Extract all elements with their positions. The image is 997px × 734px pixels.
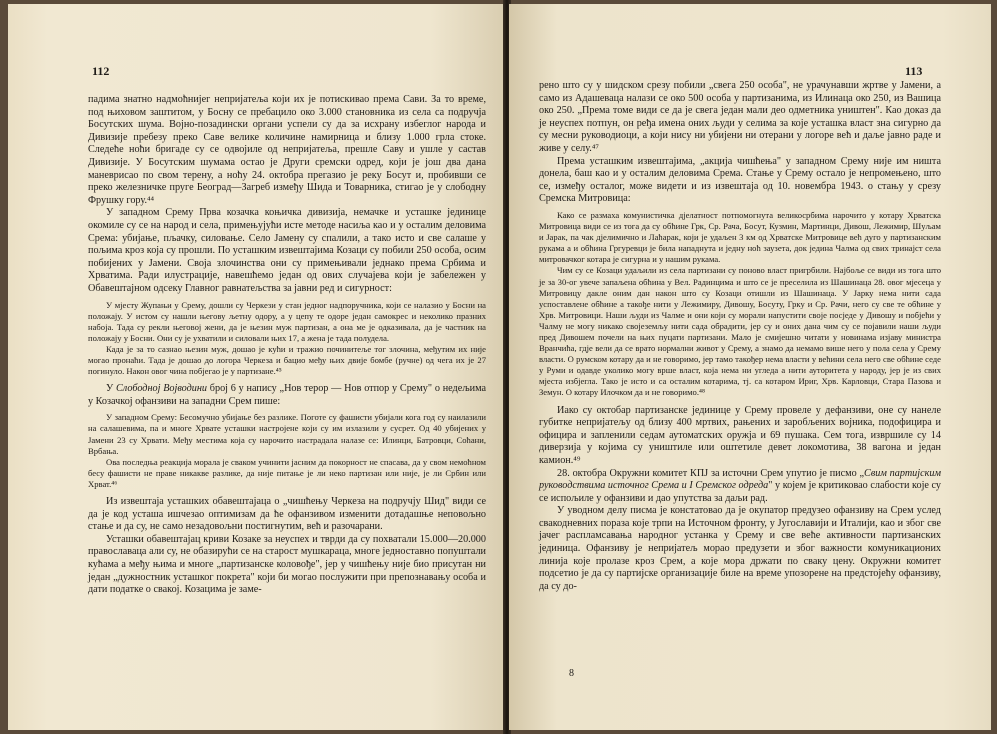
page-number-right: 113 xyxy=(905,64,923,78)
letter-title: Свим партијским руководствима источног Срема и I Сремског одреда xyxy=(539,467,941,492)
paragraph: рено што су у шидском срезу побили „свега 250 особа", не урачунавши жртве у Јамени, а само из Адашеваца налази се око 500 особа у партизанима, из Илинаца око 250, из Вашица око 250. „Према томе види се да је свега један мали део одметника уништен". Као доказ да је неуспех потпун, он ређа имена оних људи у селима за које усташка власт зна сигурно да су месни руководиоци, а који нису ни убијени ни отерани у логоре већ и даље јавно раде и живе у селу.⁴⁷ xyxy=(539,80,941,154)
paragraph: Иако су октобар партизанске јединице у Срему провеле у дефанзиви, оне су нанеле губитке непријатељу од близу 400 мртвих, рањених и заробљених војника, подофицира и официра и запленили седам аутоматских оружја и 69 пушака. Сем тога, извршиле су 14 диверзија у којима су уништиле или оштетиле девет локомотива, 38 вагона и један камион.⁴⁹ xyxy=(539,404,941,466)
page-number-left: 112 xyxy=(92,64,110,78)
quote-paragraph: Како се размаха комунистичка дјелатност потпомогнута великосрбима нарочито у котару Хрватска Митровица види се из тога да су обћине Грк, Ср. Рача, Босут, Кузмин, Мартинци, Дивош, Лежимир, Шуљам и Јарак, па чак дјелимично и Лаћарак, који је удаљен 3 км од Хрватске Митровице већ дуго у партизанским рукама а и обћина Гргуревци је била нападнута и једну ноћ заузета, док једина Чалма од свих тринајст села митровачког котара је сигурна и у нашим рукама. xyxy=(539,209,941,265)
newspaper-title: Слободној Војводини xyxy=(116,383,207,395)
quote-paragraph: Када је за то сазнао њезин муж, дошао је кући и тражио починитеље тог злочина, међутим их није могао пронаћи. Тада је дошао до логора Черкеза и бацио међу њих двије бомбе (ручне) од чега их је 27 погинуло. Након овог чина побјегао је у партизане.⁴⁵ xyxy=(88,343,486,377)
paragraph: падима знатно надмоћнијег непријатеља који их је потискивао према Сави. За то време, под њиховом заштитом, у Босну се пребацило око 3.000 становника из села са подручја Босутских шума. Војно-позадински органи успели су да за исхрану избеглог народа и Дивизије пребезу преко Саве велике количине намирница и близу 1.000 грла стоке. Следеће ноћи бригаде су се одвојиле од непријатеља, прешле Саву и ушле у састав Дивизије. У Босутским шумама остао је Други сремски одред, који је још два дана маневрисао по свом терену, а ноћу 24. октобра прегазио је реку Босут и, пробивши се преко железничке пруге Београд—Загреб између Шида и Товарника, стигао је у слободну Фрушку гору.⁴⁴ xyxy=(88,94,486,206)
quote-paragraph: У мјесту Жупањи у Срему, дошли су Черкези у стан једног надпоручника, који се налазио у Босни на положају. У истом су нашли његову љетну одору, а у цепу те одоре један самокрес и неколико празних набоја. Тада су рекли његовој жени, да је њезин муж партизан, а она ме је одказивала, да је частник на положају у Босни. Они су је ухватили и силовали њих 17, а жена је тада полудела. xyxy=(88,299,486,343)
right-body xyxy=(539,80,941,593)
quote-paragraph: Чим су се Козаци удаљили из села партизани су поново власт пригрбили. Најбоље се види из тога што је за 30-ог увече запаљена обћина у Вел. Радинцима и што се је преселила из Шашинаца 28. овог мјесеца у Митровицу дакле оним дан након што су Козаци отишли из Шашинаца. У Јарку нема нити сада успоставлене обћине а такође нити у Лежимиру, Дивошу, Босуту, Грку и Ср. Рачи, него су све те обћине у Хрв. Митровици. Наши људи из Чалме и они који су морали напустити своје посједе у Дивошу и побјећи у Чалму не могу никако својеземљу нити сада обрадити, јер су и оних дана чим су се појавили наши људи пред Дивошем почели на њих пуцати партизани. Мало је смијешно читати у новинама изјаву министра Вранчића, гдје вели да се врато нормални живот у Срему, а знамо да немамо више него у пола села у Срему власти. О румском котару да и не говоримо, јер тамо такођер нема власти у већини села него све обћине седе у Руми и одавде уколико могу врше власт, која нема ни угледа а нити ауторитета у народу, јер је из свих мјеста избјегла. Тако је исто и са осталим котарима, тј. са котаром Ириг, Хрв. Карловци, Стара Пазова и Земун. О котару Илочком да и не говоримо.⁴⁸ xyxy=(539,265,941,398)
left-body xyxy=(88,94,486,597)
left-page xyxy=(8,4,505,730)
quote-paragraph: Ова последња реакција морала је сваком учинити јасним да покорност не спасава, да у свом немоћном бесу фашисти не праве никакве разлике, да није питање је ли неко партизан или није, је ли Србин или Хрват.⁴⁶ xyxy=(88,456,486,489)
right-page xyxy=(509,4,991,730)
paragraph: Из извештаја усташких обавештајаца о „чишћењу Черкеза на подручју Шид" види се да је код усташа ишчезао оптимизам да ће офанзивом изменити дотадашње неповољно стање и да су, не само незадовољни постигнутим, већ и разочарани. xyxy=(88,496,486,533)
signature-mark: 8 xyxy=(569,668,574,679)
paragraph: У западном Срему Прва козачка коњичка дивизија, немачке и усташке јединице окомиле су се на народ и села, примењујући исте методе насиља као и у осталим деловима Срема: убијање, пљачку, силовање. Село Јамену су спалили, а тако исто и све салаше у пољима кроз која су прошли. По усташким извештајима Козаци су побили 250 особа, осим побијених у Јамени. Своја злочинства они су примењивали једнако према Србима и Хрватима. Ради илустрације, навешћемо један од ових случајева који је забележен у Обавештајном одсеку Главног равнатељства за јавни ред и сигурност: xyxy=(88,207,486,294)
paragraph: Према усташким извештајима, „акција чишћења" у западном Срему није им ништа донела, баш као и у осталим деловима Срема. Стање у Срему остало је непромењено, што се, између осталог, може видети и из извештаја од 10. новембра 1943. о стању у срезу Сремска Митровица: xyxy=(539,155,941,205)
paragraph: Усташки обавештајац криви Козаке за неуспех и тврди да су похватали 15.000—20.000 православаца али су, не обазирући се на старост мушкараца, многе једноставно попуштали кућама а међу њима и многе „партизанске коловође", јер у чишћењу није био присутан ни један „дужностник усташког покрета" који би могао послужити при препознавању особа и дати податке о свакој. Козацима је заме- xyxy=(88,533,486,596)
paragraph: 28. октобра Окружни комитет КПЈ за источни Срем упутио је писмо „Свим партијским руководствима источног Срема и I Сремског одреда" у којем је критиковао слабости које су се испољиле у офанзиви и дао упутства за даљи рад. xyxy=(539,467,941,504)
paragraph: У уводном делу писма је констатовао да је окупатор предузео офанзиву на Срем услед свакодневних пораза које трпи на Источном фронту, у Југославији и Италији, као и због све јачег распламсавања народног устанка у Срему и све веће активности партизанских јединица. Офанзиву је непријатељ морао предузети и због важности комуникационих линија које пролазе кроз Срем, а које мора држати по сваку цену. Окружни комитет подсетио је да су партијске организације биле на време упозорене на предстојећу офанзиву, да су до- xyxy=(539,505,941,592)
paragraph: У Слободној Војводини број 6 у напису „Нов терор — Нов отпор у Срему" о недељима у Козачкој офанзиви на западни Срем пише: xyxy=(88,383,486,407)
quote-paragraph: У западном Срему: Бесомучно убијање без разлике. Поготе су фашисти убијали кога год су наилазили на салашевима, па и многе Хрвате усташки настројене који су им излазили у сусрет. Од 40 убијених у Јамени 23 су Хрвати. Међу местима која су нарочито настрадала налазе се: Илинци, Батровци, Соћани, Врбања. xyxy=(88,412,486,456)
